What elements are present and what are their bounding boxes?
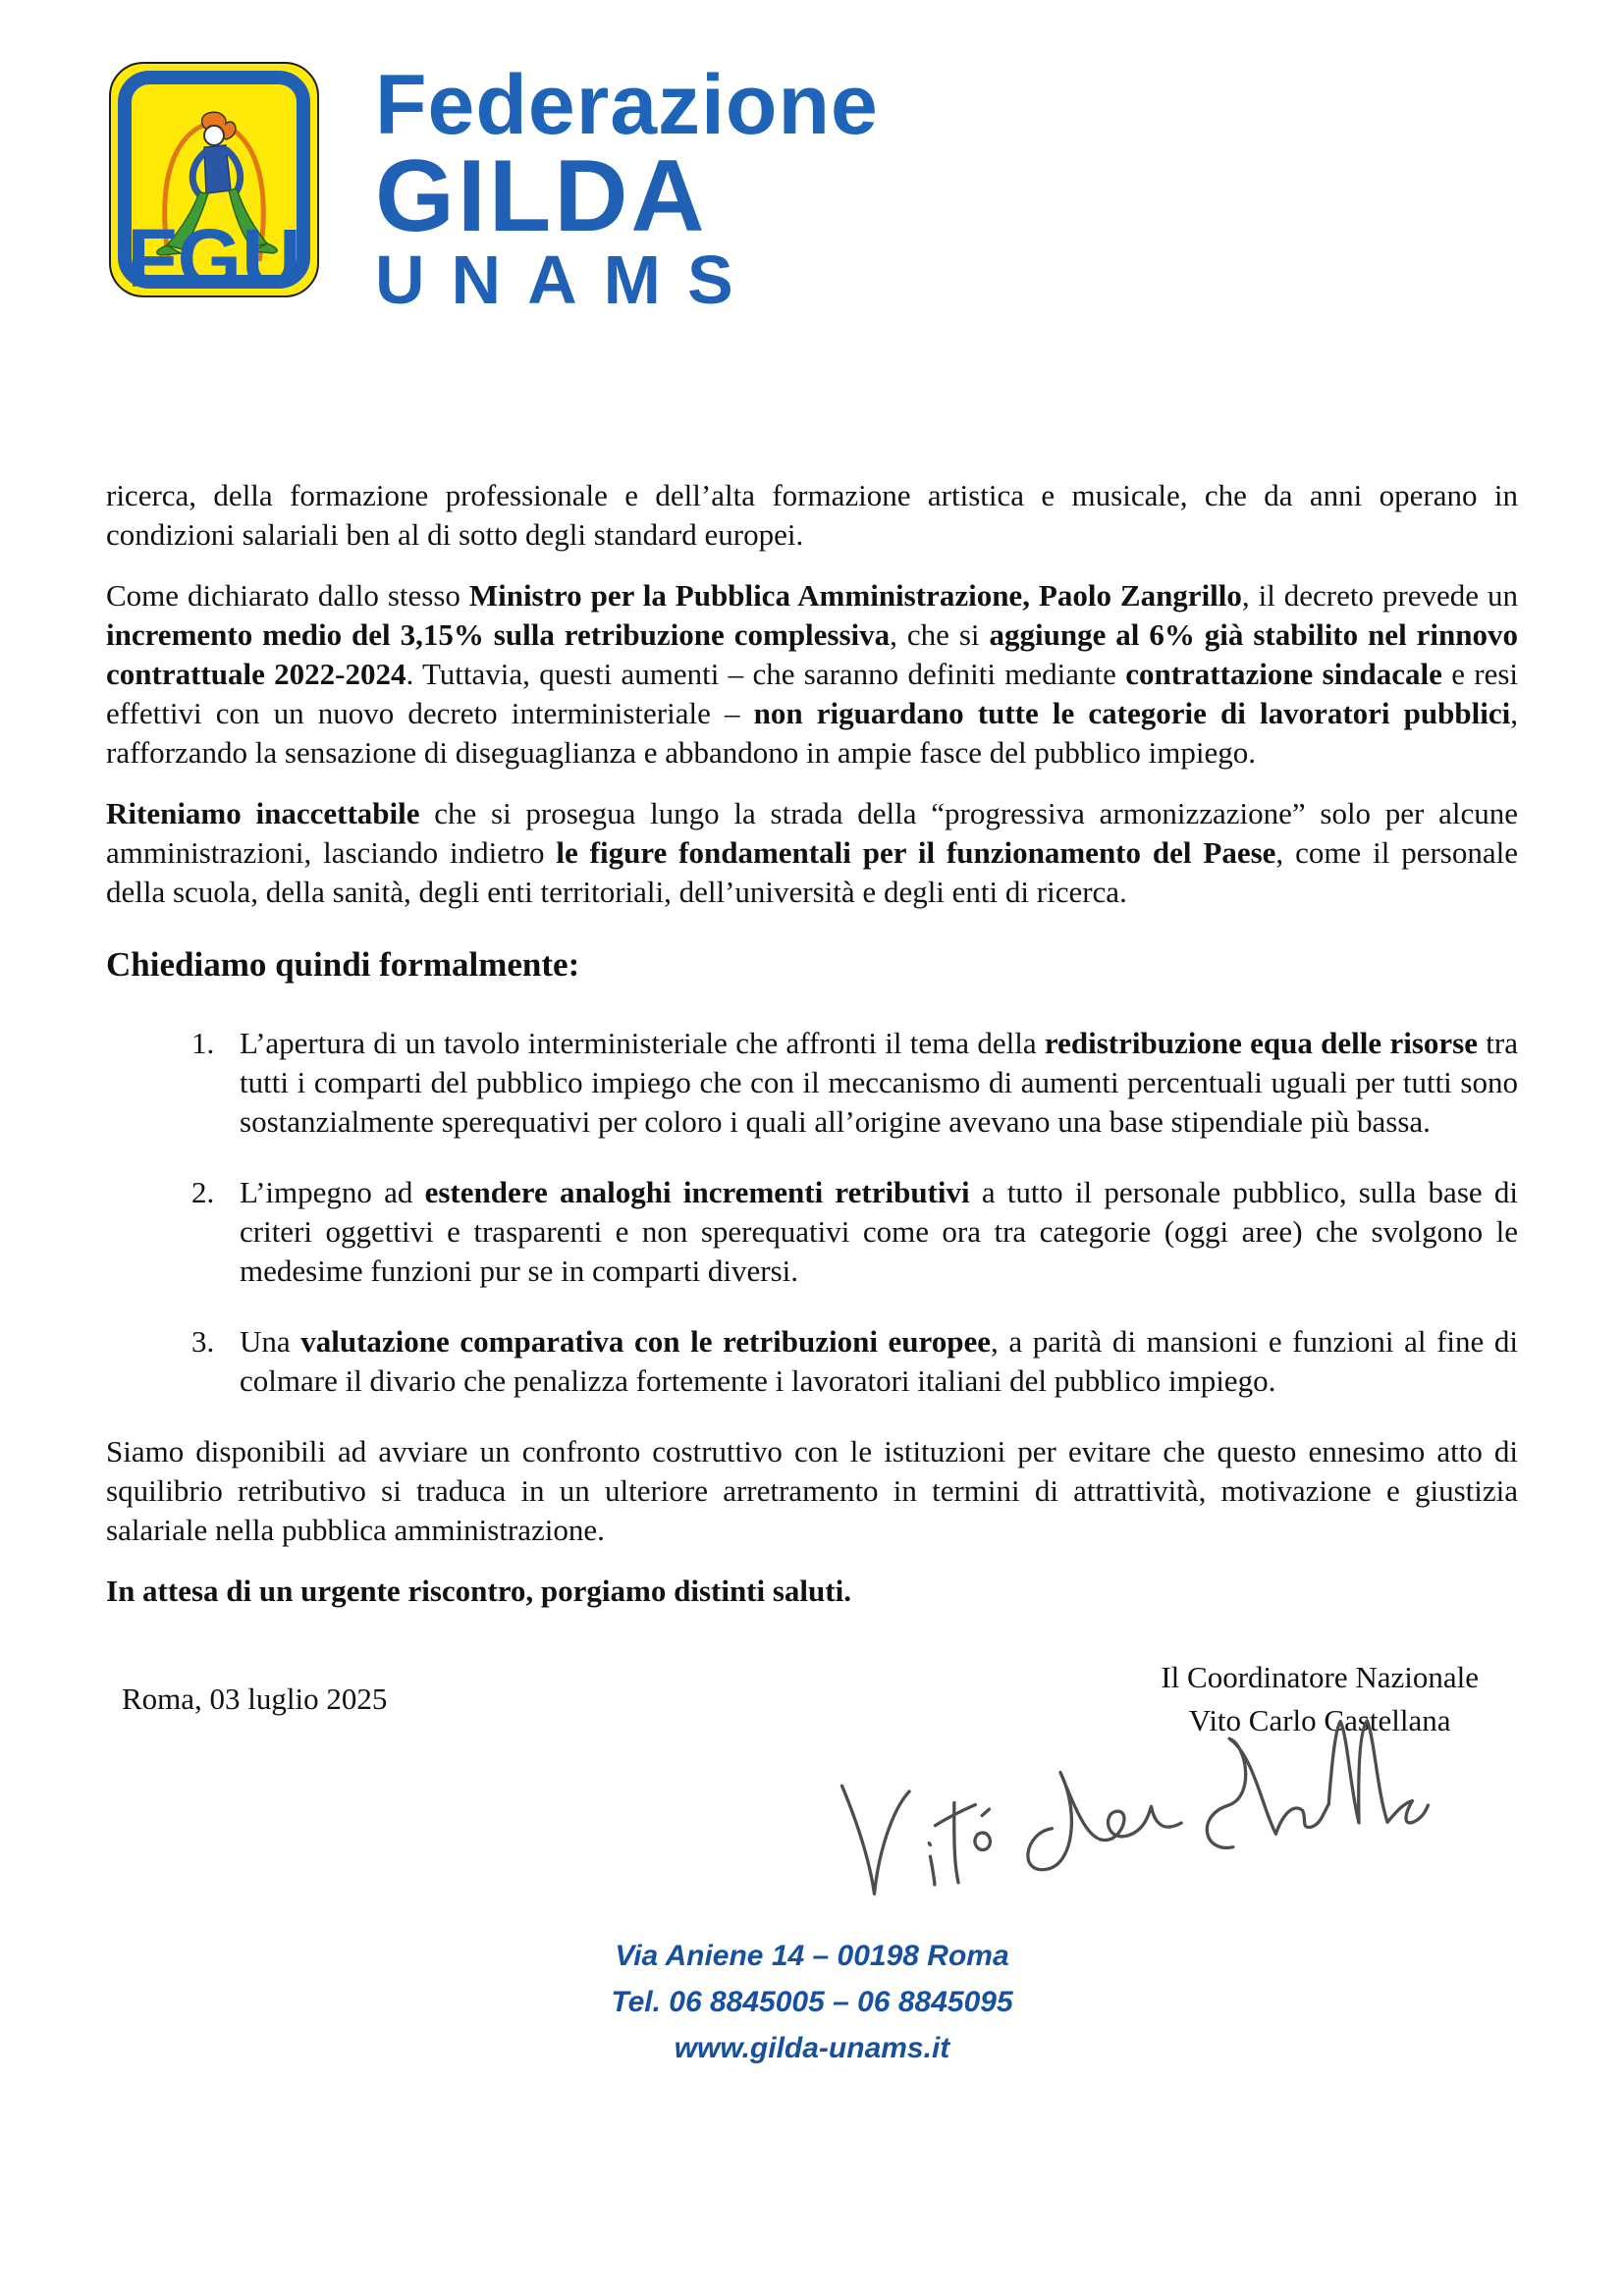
paragraphs-top [106,476,1518,912]
text-run: ricerca, della formazione professionale e dell’alta formazione artistica e musicale, che da anni operano in condizioni salariali ben al di sotto degli standard europei. [106,478,1518,553]
wordmark-gilda: GILDA [375,138,708,253]
bold-text-run: redistribuzione equa delle risorse [1044,1026,1478,1061]
text-run: e resi effettivi con un nuovo decreto interministeriale – [106,657,1519,731]
footer-phone: Tel. 06 8845005 – 06 8845095 [611,1986,1013,2019]
footer-website: www.gilda-unams.it [674,2032,950,2065]
bold-text-run: aggiunge al 6% già stabilito nel rinnovo contrattuale 2022-2024 [106,617,1518,692]
text-run: L’impegno ad [240,1175,425,1210]
bold-text-run: estendere analoghi incrementi retributivi [424,1175,970,1210]
text-run: . Tuttavia, questi aumenti – che saranno definiti mediante [406,657,1126,692]
text-run: , che si [890,617,990,653]
letter-footer [106,1933,1518,2071]
letterhead [106,0,1518,319]
letter-body [106,476,1518,1915]
fgu-acronym: FGU [127,212,301,302]
text-run: , come il personale della scuola, della sanità, degli enti territoriali, dell’università e degli enti di ricerca. [106,835,1518,910]
demands-list [106,1024,1518,1401]
demand-item [222,1173,1518,1291]
paragraphs-bottom [106,1432,1518,1611]
demand-item [222,1024,1518,1142]
demands-heading: Chiediamo quindi formalmente: [106,945,580,985]
text-run: che si prosegua lungo la strada della “progressiva armonizzazione” solo per alcune amministrazioni, lasciando indietro [106,796,1519,871]
bold-text-run: Ministro per la Pubblica Amministrazione, Paolo Zangrillo [468,578,1242,614]
bold-text-run: contrattazione sindacale [1125,657,1442,692]
signature-icon [815,1703,1436,1927]
bold-text-run: le figure fondamentali per il funzionamento del Paese [556,835,1276,871]
paragraph [106,1432,1518,1550]
bold-text-run: incremento medio del 3,15% sulla retribuzione complessiva [106,617,891,653]
paragraph [106,476,1518,555]
place-date: Roma, 03 luglio 2025 [122,1682,388,1717]
text-run: Siamo disponibili ad avviare un confronto costruttivo con le istituzioni per evitare che questo ennesimo atto di squilibrio retributivo si traduca in un ulteriore arretramento in termini di attrattività, motivazione e giustizia salariale nella pubblica amministrazione. [106,1434,1518,1548]
text-run: tra tutti i comparti del pubblico impiego che con il meccanismo di aumenti percentuali uguali per tutti sono sostanzialmente sperequativi per coloro i quali all’origine avevano una base stipendiale più bassa. [240,1026,1519,1140]
fgu-logo [106,59,338,302]
bold-text-run: non riguardano tutte le categorie di lavoratori pubblici [753,696,1511,731]
bold-text-run: Riteniamo inaccettabile [106,796,420,831]
text-run: , rafforzando la sensazione di diseguaglianza e abbandono in ampie fasce del pubblico impiego. [106,696,1518,771]
wordmark-federazione: Federazione [375,58,879,152]
signer-title: Il Coordinatore Nazionale [1161,1660,1479,1695]
handwritten-signature [106,1729,1430,1915]
demand-item [222,1322,1518,1401]
text-run: L’apertura di un tavolo interministeriale che affronti il tema della [240,1026,1045,1061]
text-run: Una [240,1324,301,1360]
text-run: , il decreto prevede un [1241,578,1518,614]
fgu-logo-emblem-icon [106,59,338,302]
text-run: a tutto il personale pubblico, sulla base di criteri oggettivi e trasparenti e non sperequativi come ora tra categorie (oggi aree) che svolgono le medesime funzioni pur se in comparti diversi. [240,1175,1518,1289]
footer-address: Via Aniene 14 – 00198 Roma [615,1940,1009,1973]
bold-text-run: valutazione comparativa con le retribuzioni europee [300,1324,991,1360]
wordmark-unams: UNAMS [375,241,760,319]
organization-wordmark [375,58,879,319]
text-run: , a parità di mansioni e funzioni al fine di colmare il divario che penalizza fortemente i lavoratori italiani del pubblico impiego. [240,1324,1518,1399]
bold-text-run: In attesa di un urgente riscontro, porgiamo distinti saluti. [106,1574,851,1609]
signer-name: Vito Carlo Castellana [1188,1703,1451,1738]
paragraph [106,1572,1518,1611]
paragraph [106,794,1518,912]
text-run: Come dichiarato dallo stesso [106,578,469,614]
paragraph [106,576,1518,773]
